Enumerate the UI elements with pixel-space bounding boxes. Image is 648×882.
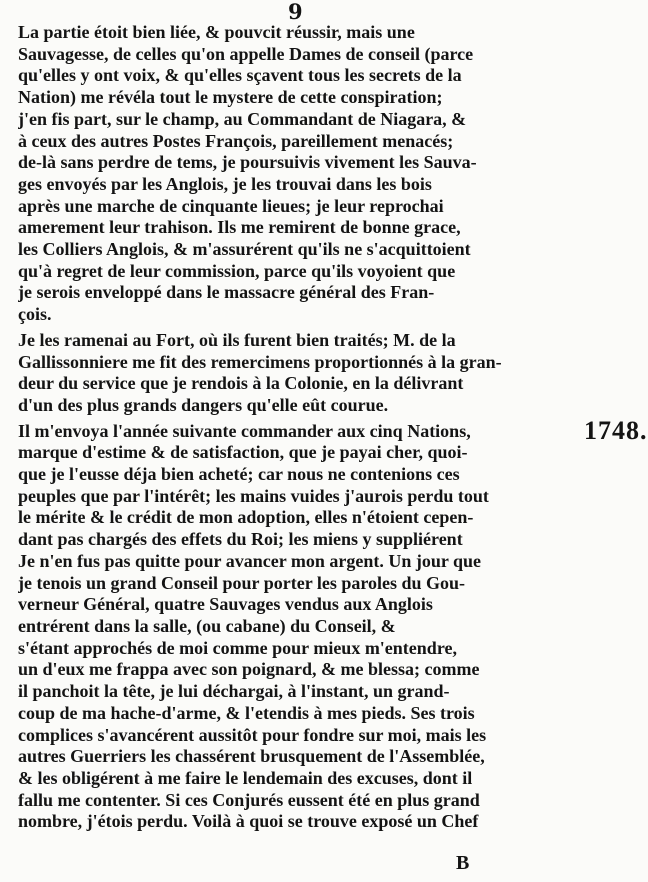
text-line: coup de ma hache-d'arme, & l'etendis à mes pieds. Ses trois	[18, 702, 475, 723]
text-line: je tenois un grand Conseil pour porter les paroles du Gou-	[18, 572, 466, 593]
text-line: les Colliers Anglois, & m'assurérent qu'ils ne s'acquittoient	[18, 239, 471, 260]
text-line: d'un des plus grands dangers qu'elle eût courue.	[18, 394, 389, 415]
text-line: Je n'en fus pas quitte pour avancer mon argent. Un jour que	[18, 550, 482, 571]
text-line: Sauvagesse, de celles qu'on appelle Dames de conseil (parce	[18, 43, 474, 64]
text-line: entrérent dans la salle, (ou cabane) du Conseil, &	[18, 615, 396, 636]
text-line: il panchoit la tête, je lui déchargai, à l'instant, un grand-	[18, 681, 450, 702]
text-line: nombre, j'étois perdu. Voilà à quoi se trouve exposé un Chef	[18, 811, 479, 832]
text-line: qu'à regret de leur commission, parce qu'ils voyoient que	[18, 260, 456, 281]
text-line: verneur Général, quatre Sauvages vendus aux Anglois	[18, 594, 433, 615]
text-line: Je les ramenai au Fort, où ils furent bien traités; M. de la	[18, 329, 456, 350]
margin-year-note: 1748.	[584, 416, 648, 445]
text-line: deur du service que je rendois à la Colonie, en la délivrant	[18, 373, 464, 394]
text-line: après une marche de cinquante lieues; je leur reprochai	[18, 195, 444, 216]
text-line: autres Guerriers les chassérent brusquement de l'Assemblée,	[18, 746, 485, 767]
text-line: çois.	[18, 304, 52, 325]
text-line: amerement leur trahison. Ils me remirent de bonne grace,	[18, 217, 461, 238]
text-line: peuples que par l'intérêt; les mains vuides j'aurois perdu tout	[18, 485, 489, 506]
text-line: marque d'estime & de satisfaction, que je payai cher, quoi-	[18, 442, 468, 463]
text-line: Gallissonniere me fit des remercimens proportionnés à la gran-	[18, 351, 502, 372]
text-line: s'étant approchés de moi comme pour mieux m'entendre,	[18, 637, 457, 658]
text-line: je serois enveloppé dans le massacre général des Fran-	[18, 282, 435, 303]
text-line: fallu me contenter. Si ces Conjurés eussent été en plus grand	[18, 789, 480, 810]
text-line: le mérite & le crédit de mon adoption, elles n'étoient cepen-	[18, 507, 474, 528]
page-number: 9	[288, 0, 303, 24]
text-line: à ceux des autres Postes François, pareillement menacés;	[18, 130, 454, 151]
text-line: complices s'avancérent aussitôt pour fondre sur moi, mais les	[18, 724, 487, 745]
text-line: de-là sans perdre de tems, je poursuivis vivement les Sauva-	[18, 152, 477, 173]
paragraph	[18, 421, 570, 833]
text-line: & les obligérent à me faire le lendemain des excuses, dont il	[18, 767, 473, 788]
text-line: La partie étoit bien liée, & pouvcit réussir, mais une	[18, 22, 415, 42]
text-line: Nation) me révéla tout le mystere de cette conspiration;	[18, 87, 443, 108]
text-line: un d'eux me frappa avec son poignard, & me blessa; comme	[18, 659, 480, 680]
paragraph	[18, 22, 570, 326]
text-line: dant pas chargés des effets du Roi; les miens y suppliérent	[18, 529, 463, 550]
text-line: que je l'eusse déja bien acheté; car nous ne contenions ces	[18, 464, 460, 485]
text-line: Il m'envoya l'année suivante commander aux cinq Nations,	[18, 420, 471, 441]
page-text	[18, 22, 570, 833]
text-line: ges envoyés par les Anglois, je les trouvai dans les bois	[18, 173, 432, 194]
signature-mark: B	[456, 852, 470, 874]
text-line: qu'elles y ont voix, & qu'elles sçavent tous les secrets de la	[18, 65, 462, 86]
paragraph	[18, 330, 570, 417]
text-line: j'en fis part, sur le champ, au Commandant de Niagara, &	[18, 108, 467, 129]
